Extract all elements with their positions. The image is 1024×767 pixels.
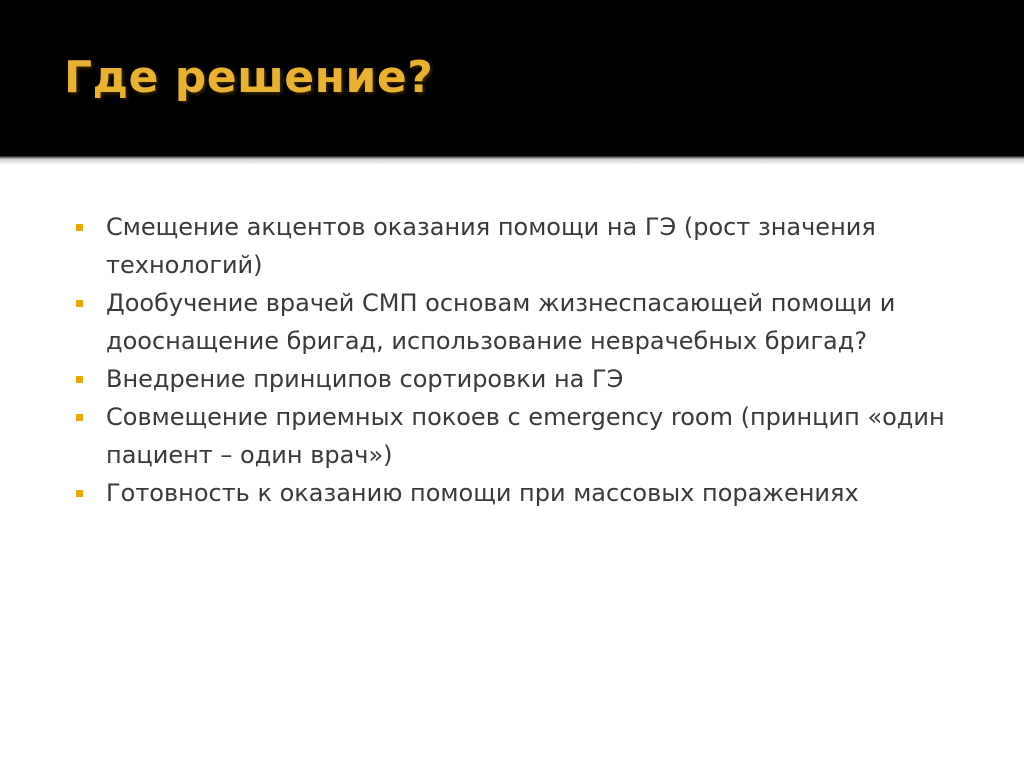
bullet-item [76, 208, 976, 284]
bullet-square-icon [76, 300, 83, 307]
bullet-list [76, 208, 976, 512]
bullet-text: Внедрение принципов сортировки на ГЭ [106, 365, 624, 393]
header-divider [0, 156, 1024, 164]
bullet-square-icon [76, 414, 83, 421]
bullet-item [76, 360, 976, 398]
bullet-text: Готовность к оказанию помощи при массовых поражениях [106, 479, 859, 507]
bullet-item [76, 398, 976, 474]
slide-title: Где решение? [64, 52, 434, 103]
bullet-item [76, 284, 976, 360]
bullet-square-icon [76, 490, 83, 497]
bullet-item [76, 474, 976, 512]
bullet-square-icon [76, 376, 83, 383]
title-bar [0, 0, 1024, 156]
bullet-text: Смещение акцентов оказания помощи на ГЭ (рост значения технологий) [106, 213, 876, 279]
bullet-square-icon [76, 224, 83, 231]
bullet-text: Совмещение приемных покоев с emergency room (принцип «один пациент – один врач») [106, 403, 945, 469]
bullet-text: Дообучение врачей СМП основам жизнеспасающей помощи и дооснащение бригад, использование неврачебных бригад? [106, 289, 896, 355]
